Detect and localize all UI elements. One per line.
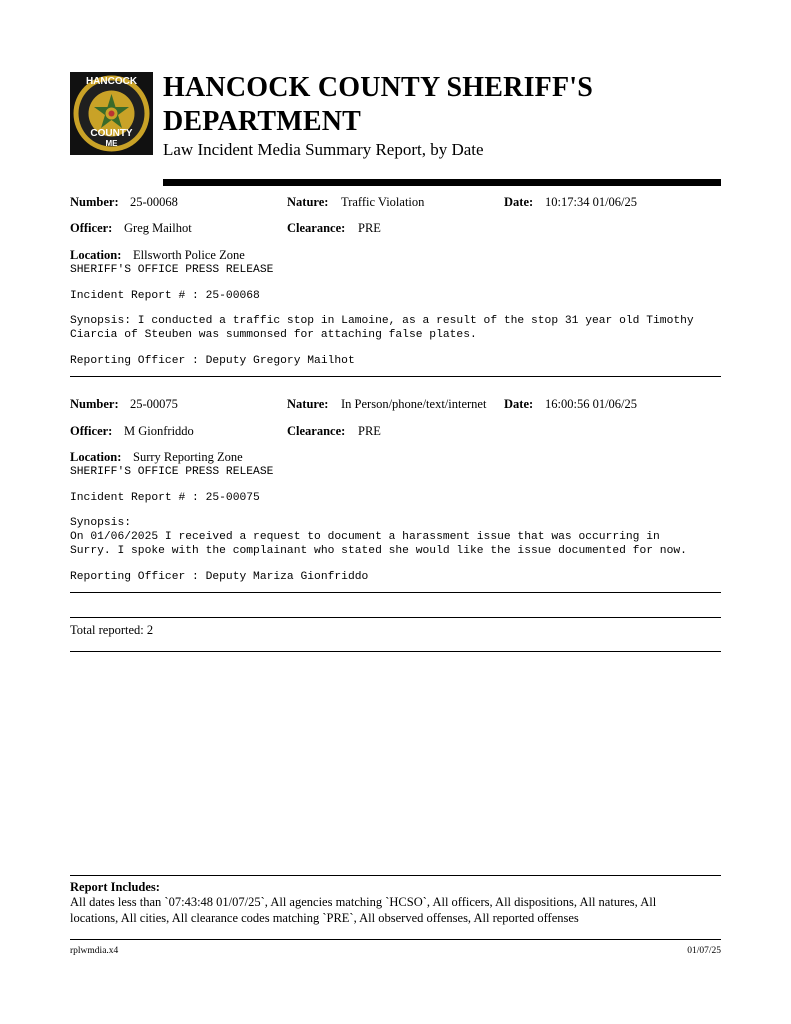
reporting-officer: Reporting Officer : Deputy Mariza Gionfriddo xyxy=(70,571,369,583)
incident-report-number: Incident Report # : 25-00068 xyxy=(70,290,260,302)
record-divider xyxy=(70,592,721,593)
date-label: Date: xyxy=(504,195,534,209)
incident-officer: M Gionfriddo xyxy=(124,424,194,438)
includes-divider xyxy=(70,875,721,876)
incident-nature: Traffic Violation xyxy=(341,195,425,209)
synopsis-line: Ciarcia of Steuben was summonsed for attaching false plates. xyxy=(70,329,477,341)
synopsis-line: On 01/06/2025 I received a request to document a harassment issue that was occurring in xyxy=(70,531,660,543)
incident-clearance: PRE xyxy=(358,221,381,235)
officer-label: Officer: xyxy=(70,424,113,438)
header-divider xyxy=(163,179,721,186)
synopsis-line: Surry. I spoke with the complainant who stated she would like the issue documented for now. xyxy=(70,545,687,557)
synopsis-line: Synopsis: I conducted a traffic stop in Lamoine, as a result of the stop 31 year old Timothy xyxy=(70,315,694,327)
report-title-line1: HANCOCK COUNTY SHERIFF'S xyxy=(163,72,594,103)
number-label: Number: xyxy=(70,397,119,411)
incident-number: 25-00075 xyxy=(130,397,178,411)
incident-location: Surry Reporting Zone xyxy=(133,450,243,464)
report-includes-line: locations, All cities, All clearance codes matching `PRE`, All observed offenses, All reported offenses xyxy=(70,911,579,925)
incident-nature: In Person/phone/text/internet xyxy=(341,397,487,411)
incident-clearance: PRE xyxy=(358,424,381,438)
record-divider xyxy=(70,376,721,377)
report-includes-heading: Report Includes: xyxy=(70,880,160,894)
location-label: Location: xyxy=(70,450,122,464)
nature-label: Nature: xyxy=(287,397,329,411)
date-label: Date: xyxy=(504,397,534,411)
clearance-label: Clearance: xyxy=(287,221,346,235)
incident-location: Ellsworth Police Zone xyxy=(133,248,245,262)
footer-program-name: rplwmdia.x4 xyxy=(70,946,119,956)
incident-number: 25-00068 xyxy=(130,195,178,209)
number-label: Number: xyxy=(70,195,119,209)
synopsis-line: Synopsis: xyxy=(70,517,132,529)
report-includes-line: All dates less than `07:43:48 01/07/25`, All agencies matching `HCSO`, All officers, All dispositions, All natures, All xyxy=(70,895,657,909)
badge-text-state: ME xyxy=(105,139,118,148)
badge-text-top: HANCOCK xyxy=(85,76,138,87)
footer-date: 01/07/25 xyxy=(687,946,721,956)
nature-label: Nature: xyxy=(287,195,329,209)
reporting-officer: Reporting Officer : Deputy Gregory Mailhot xyxy=(70,355,355,367)
incident-date: 16:00:56 01/06/25 xyxy=(545,397,638,411)
incident-date: 10:17:34 01/06/25 xyxy=(545,195,638,209)
sheriff-badge-logo xyxy=(70,72,153,155)
badge-text-county: COUNTY xyxy=(90,128,133,139)
location-label: Location: xyxy=(70,248,122,262)
report-title-line2: DEPARTMENT xyxy=(163,106,362,137)
incident-report-number: Incident Report # : 25-00075 xyxy=(70,492,260,504)
total-divider-bottom xyxy=(70,651,721,652)
press-release-heading: SHERIFF'S OFFICE PRESS RELEASE xyxy=(70,466,274,478)
footer-divider xyxy=(70,939,721,940)
officer-label: Officer: xyxy=(70,221,113,235)
total-divider-top xyxy=(70,617,721,618)
incident-officer: Greg Mailhot xyxy=(124,221,192,235)
report-subtitle: Law Incident Media Summary Report, by Date xyxy=(163,140,484,159)
clearance-label: Clearance: xyxy=(287,424,346,438)
total-reported: Total reported: 2 xyxy=(70,623,154,637)
press-release-heading: SHERIFF'S OFFICE PRESS RELEASE xyxy=(70,264,274,276)
